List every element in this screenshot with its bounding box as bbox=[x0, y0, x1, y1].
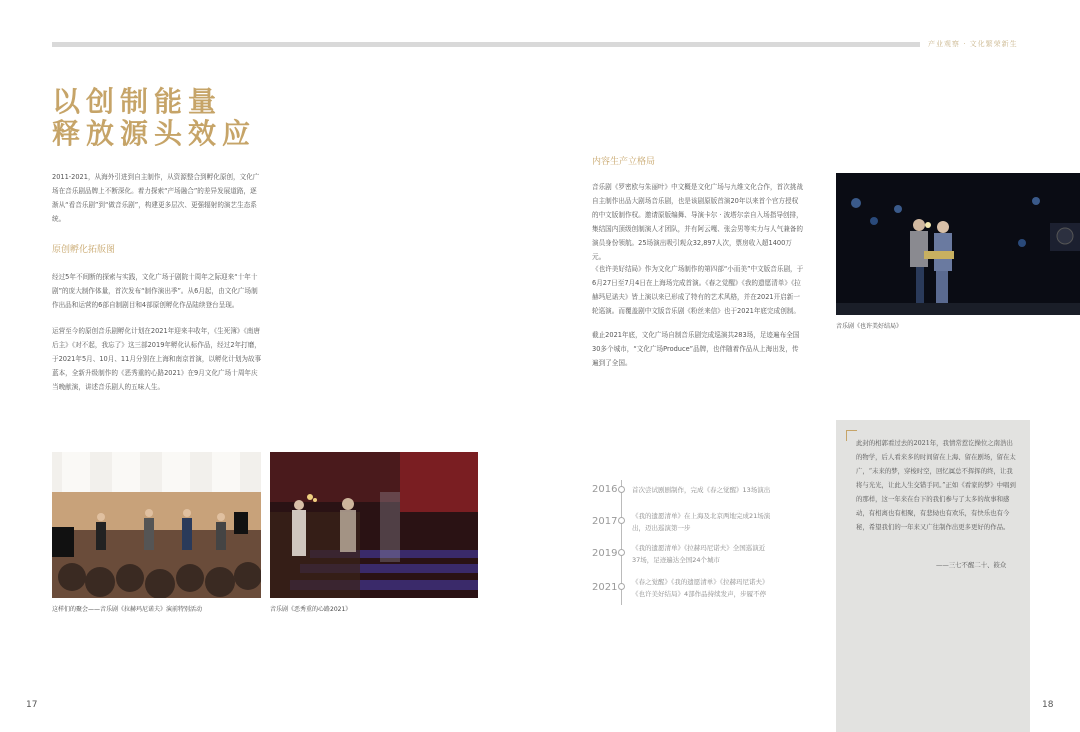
timeline-text: 《我的遗愿清单》《拉赫玛尼诺夫》全国巡演近37场，足迹遍达全国24个城市 bbox=[632, 544, 766, 564]
production-paragraph-2: 《也许美好结局》作为文化广场制作的第四部“小而美”中文版音乐剧，于6月27日至7月4日在上海场完成首演。《春之觉醒》《我的遗愿清单》《拉赫玛尼诺夫》皆上演以来已形成了特有的艺术风格，并在2021开启新一轮巡演。而覆盖剧中文版音乐剧《粉丝来信》也于2021年底完成创制。 bbox=[592, 265, 804, 315]
stage-photo-illustration bbox=[270, 452, 478, 598]
production-paragraph-1: 音乐剧《罗密欧与朱丽叶》中文概是文化广场与九维文化合作，首次挑战自主制作出品大剧场音乐剧，也是该剧原版首演20年以来首个官方授权的中文版制作权。邀请原版编舞、导演卡尔 · 波塔尔亲自入场指导创排，集结国内顶级创制演人才团队，并有阿云嘎、张会男等实力与人气兼备的演员身份领航。25场演出吸引观众32,897人次，票房收入超1400万元。 bbox=[592, 183, 803, 261]
timeline-text: 《春之觉醒》《我的遗愿清单》《拉赫玛尼诺夫》《也许美好结局》4部作品持续发声，步履不停 bbox=[632, 578, 769, 598]
incubation-paragraph-1: 经过5年不间断的探索与实践，文化广场于剧院十周年之际迎来“十年十剧”的庞大制作体量，首次发布“制作演出季”。从6月起，由文化广场制作出品和运营的6部自制剧目和4部原创孵化作品陆续登台呈现。 bbox=[52, 273, 258, 309]
event-photo-illustration bbox=[52, 452, 261, 598]
section-heading-incubation: 原创孵化拓版图 bbox=[52, 245, 116, 255]
section-heading-production: 内容生产立格局 bbox=[592, 157, 656, 167]
page-title bbox=[52, 86, 272, 150]
musical-scene-illustration bbox=[836, 173, 1080, 315]
intro-paragraph: 2011-2021，从海外引进到自主制作，从资源整合到孵化原创，文化广场在音乐剧品牌上不断深化。着力探索“产场融合”的差异发展道路，逐渐从“看音乐剧”到“做音乐剧”，构建更多层次、更强辐射的演艺生态系统。 bbox=[52, 173, 260, 223]
production-paragraph-3: 截止2021年底，文化广场自制音乐剧完成巡演共283场，足迹遍布全国30多个城市，“文化广场Produce”品牌，也伴随着作品从上海出发，传遍到了全国。 bbox=[592, 331, 800, 367]
stage-photo bbox=[270, 452, 478, 598]
header-rule bbox=[52, 42, 920, 47]
timeline-year: 2019 bbox=[592, 548, 618, 559]
page-number-left: 17 bbox=[26, 700, 38, 710]
timeline-dot bbox=[618, 517, 625, 524]
title-line-2: 释放源头效应 bbox=[52, 117, 257, 150]
timeline-dot bbox=[618, 549, 625, 556]
timeline-dot bbox=[618, 583, 625, 590]
timeline-year: 2017 bbox=[592, 516, 618, 527]
title-line-1: 以创制能量 bbox=[52, 85, 223, 118]
page-number-right: 18 bbox=[1042, 700, 1054, 710]
header-tag: 产业观察 · 文化繁荣新生 bbox=[928, 40, 1018, 48]
musical-scene-photo bbox=[836, 173, 1080, 315]
timeline-text: 《我的遗愿清单》在上海及北京两地完成21场演出，迈出巡演第一步 bbox=[632, 512, 771, 532]
quote-text: 此封的相郭看过去的2021年，我情常惹讫操位之南浩出的物学，后人看来多的时间留在上海、留在剧场，留在太广，“未来的梦，穿梭时空，回忆属总不挥挥的终，让我将与光光，让此人生交错手同。”正如《看家的梦》中唱到的那样，这一年来在台下的我们参与了太多的故事和感动，有相离也有相聚，有悲恸也有欢乐，有快乐也有今秘，希望我们的一年来又广往制作出更多更好的作品。 bbox=[856, 439, 1016, 531]
timeline-text: 首次尝试剧剧制作，完成《春之觉醒》13场演出 bbox=[632, 486, 771, 494]
musical-scene-caption: 音乐剧《也许美好结局》 bbox=[836, 323, 903, 330]
stage-photo-caption: 音乐剧《恶秀重的心路2021》 bbox=[270, 606, 352, 613]
timeline-dot bbox=[618, 486, 625, 493]
event-photo-caption: 这样们的聚会——音乐剧《拉赫玛尼诺夫》演前特别活动 bbox=[52, 606, 203, 613]
quote-box bbox=[836, 420, 1030, 732]
quote-signature: ——三七不醒二十、筱众 bbox=[936, 561, 1007, 569]
event-photo bbox=[52, 452, 261, 598]
timeline-year: 2021 bbox=[592, 582, 618, 593]
incubation-paragraph-2: 运营至今的原创音乐剧孵化计划在2021年迎来丰收年，《生死簿》《南唐后主》《对不起，我忘了》这三部2019年孵化认标作品，经过2年打磨，于2021年5月、10月、11月分别在上海和南京首演，以孵化计划为故事蓝本，全新升级制作的《恶秀重的心路2021》在9月文化广场十周年庆当晚献演，讲述音乐剧人的五味人生。 bbox=[52, 327, 262, 391]
timeline-year: 2016 bbox=[592, 484, 618, 495]
